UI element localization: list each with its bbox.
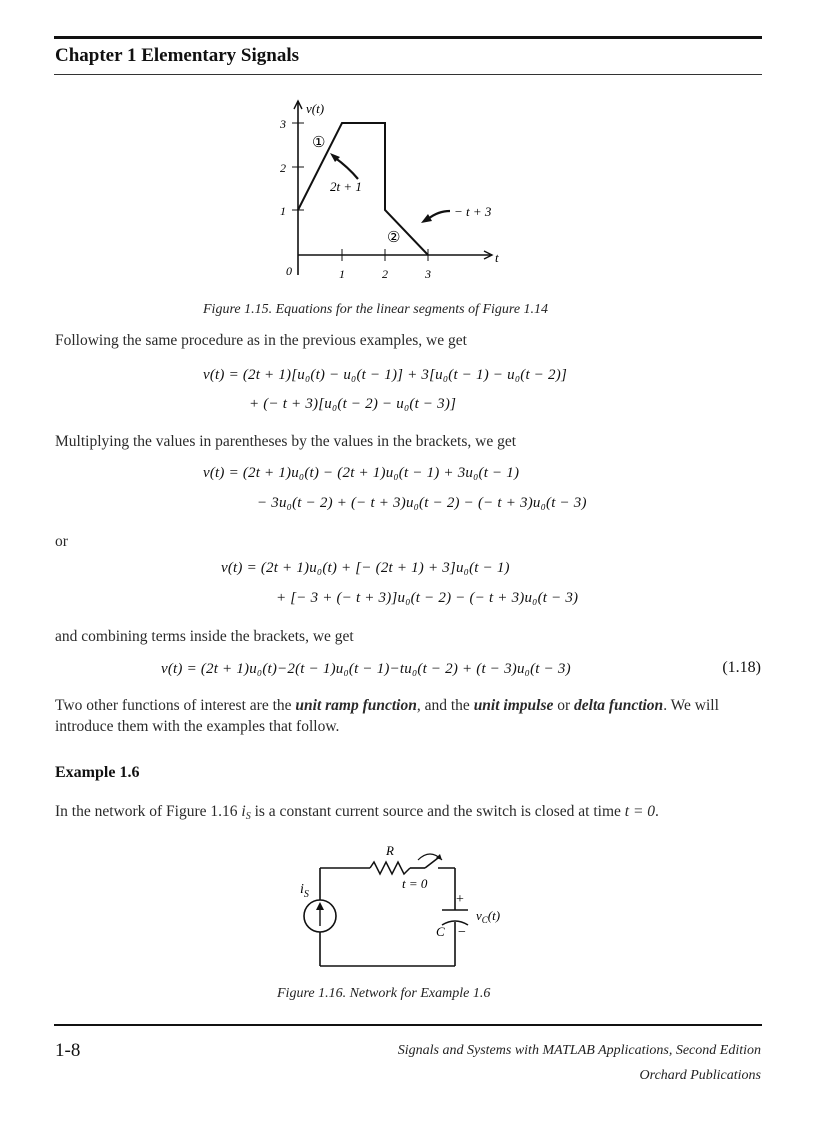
x-tick-label-1: 1	[339, 267, 345, 281]
paragraph-4-text-a: Two other functions of interest are the	[55, 697, 296, 714]
switch-label: t = 0	[402, 876, 428, 891]
example-heading: Example 1.6	[55, 764, 140, 781]
segment-1-pointer-arrow	[334, 157, 358, 179]
y-tick-label-2: 2	[280, 161, 286, 175]
equation-2-line-2: − 3u₀(t − 2) + (− t + 3)u₀(t − 2) − (− t + 3)u₀(t − 3)	[257, 495, 587, 511]
footer-publisher: Orchard Publications	[639, 1068, 761, 1083]
term-unit-ramp: unit ramp function	[295, 697, 417, 714]
source-label-main: i	[300, 882, 304, 897]
paragraph-5-text-c: .	[655, 803, 659, 820]
term-delta-function: delta function	[574, 697, 664, 714]
equation-3-line-1: v(t) = (2t + 1)u₀(t) + [− (2t + 1) + 3]u₀(t − 1)	[221, 560, 510, 576]
source-label-sub: S	[303, 889, 309, 900]
switch-blade	[425, 858, 438, 868]
switch-time: t = 0	[624, 803, 656, 820]
footer-rule	[54, 1024, 762, 1026]
paragraph-4	[55, 695, 763, 737]
segment-1-marker: ①	[312, 135, 326, 151]
paragraph-5-text-b: is a constant current source and the switch is closed at time	[250, 803, 625, 820]
resistor	[370, 862, 410, 874]
segment-2-arrowhead	[421, 214, 432, 223]
paragraph-3: and combining terms inside the brackets, we get	[55, 628, 354, 645]
figure-1-15-plot	[240, 95, 520, 290]
x-axis-label: t	[495, 250, 499, 265]
source-label	[300, 882, 309, 900]
voltage-label-arg: (t)	[487, 908, 501, 923]
figure-1-16-caption: Figure 1.16. Network for Example 1.6	[277, 986, 491, 1001]
voltage-label-main: v	[476, 908, 482, 923]
page-number: 1-8	[55, 1040, 81, 1061]
segment-1-equation: 2t + 1	[330, 179, 362, 194]
y-tick-label-3: 3	[280, 117, 286, 131]
y-tick-label-1: 1	[280, 204, 286, 218]
paragraph-4-text-c: or	[553, 697, 575, 714]
paragraph-1: Following the same procedure as in the previous examples, we get	[55, 332, 467, 349]
equation-1-18: v(t) = (2t + 1)u₀(t)−2(t − 1)u₀(t − 1)−tu₀(t − 2) + (t − 3)u₀(t − 3)	[161, 661, 571, 677]
current-source-variable: i	[241, 803, 246, 820]
capacitor-label: C	[436, 924, 445, 939]
current-source-subscript: S	[245, 811, 251, 822]
paragraph-5	[55, 801, 763, 827]
segment-2-pointer-arrow	[428, 211, 450, 219]
resistor-label: R	[386, 843, 394, 858]
figure-1-16-circuit	[290, 838, 530, 976]
segment-2-marker: ②	[387, 230, 401, 246]
segment-2-equation: − t + 3	[454, 204, 492, 219]
paragraph-5-text-a: In the network of Figure 1.16	[55, 803, 242, 820]
capacitor-plus: +	[456, 892, 464, 907]
x-tick-label-2: 2	[382, 267, 388, 281]
equation-number: (1.18)	[722, 659, 761, 676]
equation-3-line-2: + [− 3 + (− t + 3)]u₀(t − 2) − (− t + 3)u₀(t − 3)	[276, 590, 579, 606]
paragraph-4-text-b: , and the	[416, 697, 474, 714]
y-axis-label: v(t)	[306, 101, 325, 116]
capacitor-minus: −	[458, 925, 466, 940]
equation-1-line-2: + (− t + 3)[u₀(t − 2) − u₀(t − 3)]	[249, 396, 457, 412]
paragraph-4-text-d: . We will introduce them with the examples that follow.	[55, 697, 719, 735]
header-bottom-rule	[54, 74, 762, 75]
figure-1-15-caption: Figure 1.15. Equations for the linear segments of Figure 1.14	[203, 302, 549, 317]
voltage-label-sub: C	[481, 915, 488, 925]
term-unit-impulse: unit impulse	[473, 697, 554, 714]
paragraph-2: Multiplying the values in parentheses by the values in the brackets, we get	[55, 433, 517, 450]
footer-book-title: Signals and Systems with MATLAB Applications, Second Edition	[397, 1043, 761, 1058]
chapter-title: Chapter 1 Elementary Signals	[55, 45, 300, 66]
x-tick-label-3: 3	[425, 267, 431, 281]
header-top-rule	[54, 36, 762, 39]
paragraph-or: or	[55, 533, 68, 550]
capacitor-voltage-label	[476, 908, 500, 925]
equation-2-line-1: v(t) = (2t + 1)u₀(t) − (2t + 1)u₀(t − 1) + 3u₀(t − 1)	[203, 465, 520, 481]
origin-label: 0	[286, 264, 292, 278]
current-source-arrowhead	[316, 902, 324, 910]
equation-1-line-1: v(t) = (2t + 1)[u₀(t) − u₀(t − 1)] + 3[u₀(t − 1) − u₀(t − 2)]	[203, 367, 567, 383]
